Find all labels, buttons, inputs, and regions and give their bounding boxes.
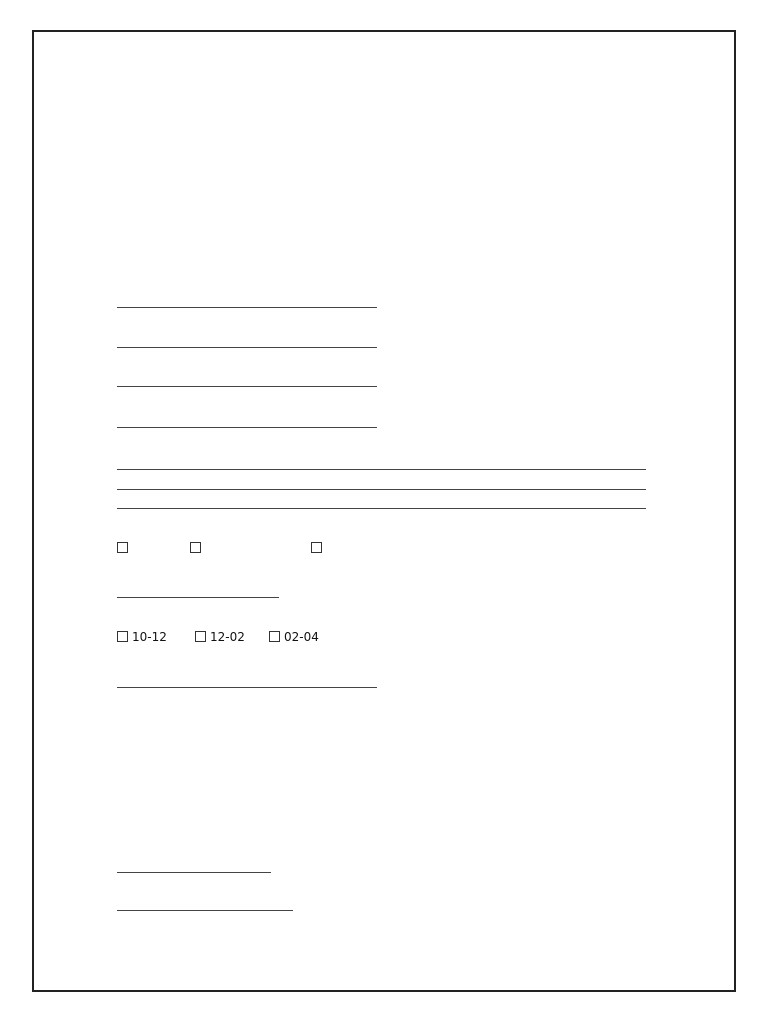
signature-line-1[interactable] <box>117 872 271 873</box>
empty-checkbox-icon <box>117 542 128 553</box>
field-5-input-line-3[interactable] <box>117 508 646 509</box>
time-slot-3-checkbox[interactable] <box>269 630 319 644</box>
field-2-input-line[interactable] <box>117 347 377 348</box>
time-slot-2-checkbox[interactable] <box>195 630 245 644</box>
field-5-input-line-1[interactable] <box>117 469 646 470</box>
option-2-checkbox[interactable] <box>190 541 205 555</box>
empty-checkbox-icon <box>190 542 201 553</box>
question-4-input-line[interactable] <box>117 687 377 688</box>
question-2-input-line[interactable] <box>117 597 279 598</box>
field-1-input-line[interactable] <box>117 307 377 308</box>
empty-checkbox-icon <box>269 631 280 642</box>
field-4-input-line[interactable] <box>117 427 377 428</box>
time-slot-1-label: 10-12 <box>132 630 167 644</box>
field-3-input-line[interactable] <box>117 386 377 387</box>
empty-checkbox-icon <box>195 631 206 642</box>
empty-checkbox-icon <box>311 542 322 553</box>
time-slot-2-label: 12-02 <box>210 630 245 644</box>
option-1-checkbox[interactable] <box>117 541 132 555</box>
time-slot-1-checkbox[interactable] <box>117 630 167 644</box>
option-3-checkbox[interactable] <box>311 541 326 555</box>
empty-checkbox-icon <box>117 631 128 642</box>
signature-line-2[interactable] <box>117 910 293 911</box>
page-title <box>60 90 708 230</box>
time-slot-3-label: 02-04 <box>284 630 319 644</box>
field-5-input-line-2[interactable] <box>117 489 646 490</box>
